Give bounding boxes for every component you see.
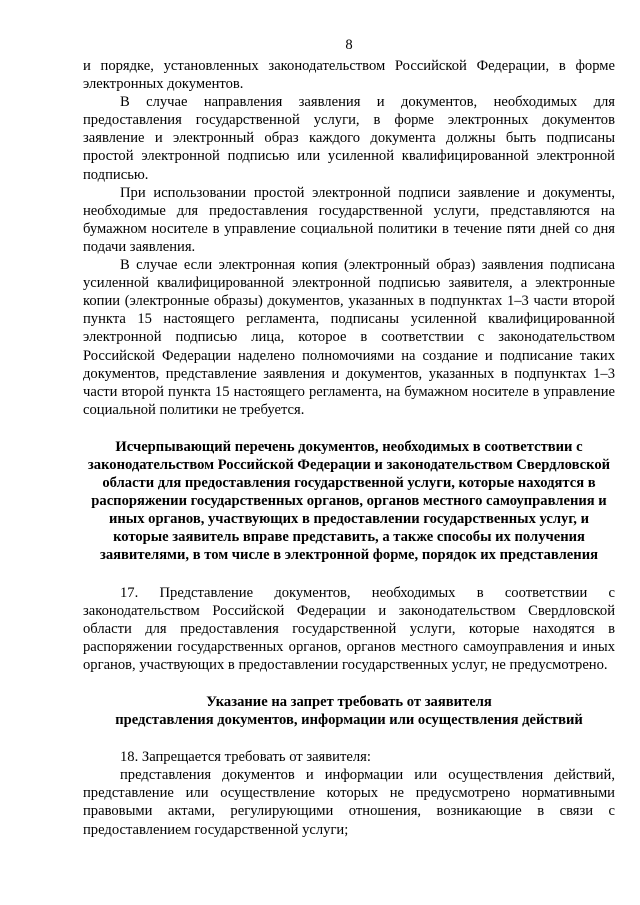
paragraph-item-18-subitem: представления документов и информации или осуществления действий, представление или осуществление которых не предусмотрено нормативными правовыми актами, регулирующими отношения, возникающие в связи с предоставлением государственной услуги; bbox=[83, 767, 615, 838]
page-number: 8 bbox=[345, 37, 353, 53]
paragraph-item-18: 18. Запрещается требовать от заявителя: bbox=[120, 749, 371, 766]
paragraph-simple-signature: При использовании простой электронной подписи заявление и документы, необходимые для предоставления государственной услуги, представляются на бумажном носителе в управление социальной политики в течение пяти дней со дня подачи заявления. bbox=[83, 184, 615, 255]
heading-line: представления документов, информации или осуществления действий bbox=[115, 712, 583, 729]
paragraph-qualified-signature: В случае если электронная копия (электронный образ) заявления подписана усиленной квалифицированной электронной подписью заявителя, а электронные копии (электронные образы) документов, указанных в подпунктах 1–3 части второй пункта 15 настоящего регламента, подписаны усиленной квалифицированной электронной подписью лица, которое в соответствии с законодательством Российской Федерации наделено полномочиями на создание и подписание таких документов, представление заявления и документов, указанных в подпунктах 1–3 части второй пункта 15 настоящего регламента, на бумажном носителе в управление социальной политики не требуется. bbox=[83, 257, 615, 418]
paragraph-item-17: 17. Представление документов, необходимых в соответствии с законодательством Российской Федерации и законодательством Свердловской области для предоставления государственной услуги, которые находятся в распоряжении государственных органов, органов местного самоуправления и иных органов, участвующих в предоставлении государственных услуг, не предусмотрено. bbox=[83, 584, 615, 673]
heading-line: Указание на запрет требовать от заявителя bbox=[206, 694, 492, 710]
spacer bbox=[83, 565, 615, 584]
paragraph-electronic-signature: В случае направления заявления и документов, необходимых для предоставления государственной услуги, в форме электронных документов заявление и электронный образ каждого документа должны быть подписаны простой электронной подписью или усиленной квалифицированной электронной подписью. bbox=[83, 94, 615, 183]
spacer bbox=[83, 729, 615, 748]
section-heading-prohibition bbox=[83, 693, 615, 729]
spacer bbox=[83, 674, 615, 693]
paragraph-continuation: и порядке, установленных законодательством Российской Федерации, в форме электронных документов. bbox=[83, 58, 615, 93]
document-page bbox=[83, 36, 615, 839]
section-heading-documents-list: Исчерпывающий перечень документов, необходимых в соответствии с законодательством Российской Федерации и законодательством Свердловской области для предоставления государственной услуги, которые находятся в распоряжении государственных органов, органов местного самоуправления и иных органов, участвующих в предоставлении государственных услуг, и которые заявитель вправе представить, а также способы их получения заявителями, в том числе в электронной форме, порядок их представления bbox=[87, 438, 611, 564]
spacer bbox=[83, 419, 615, 438]
